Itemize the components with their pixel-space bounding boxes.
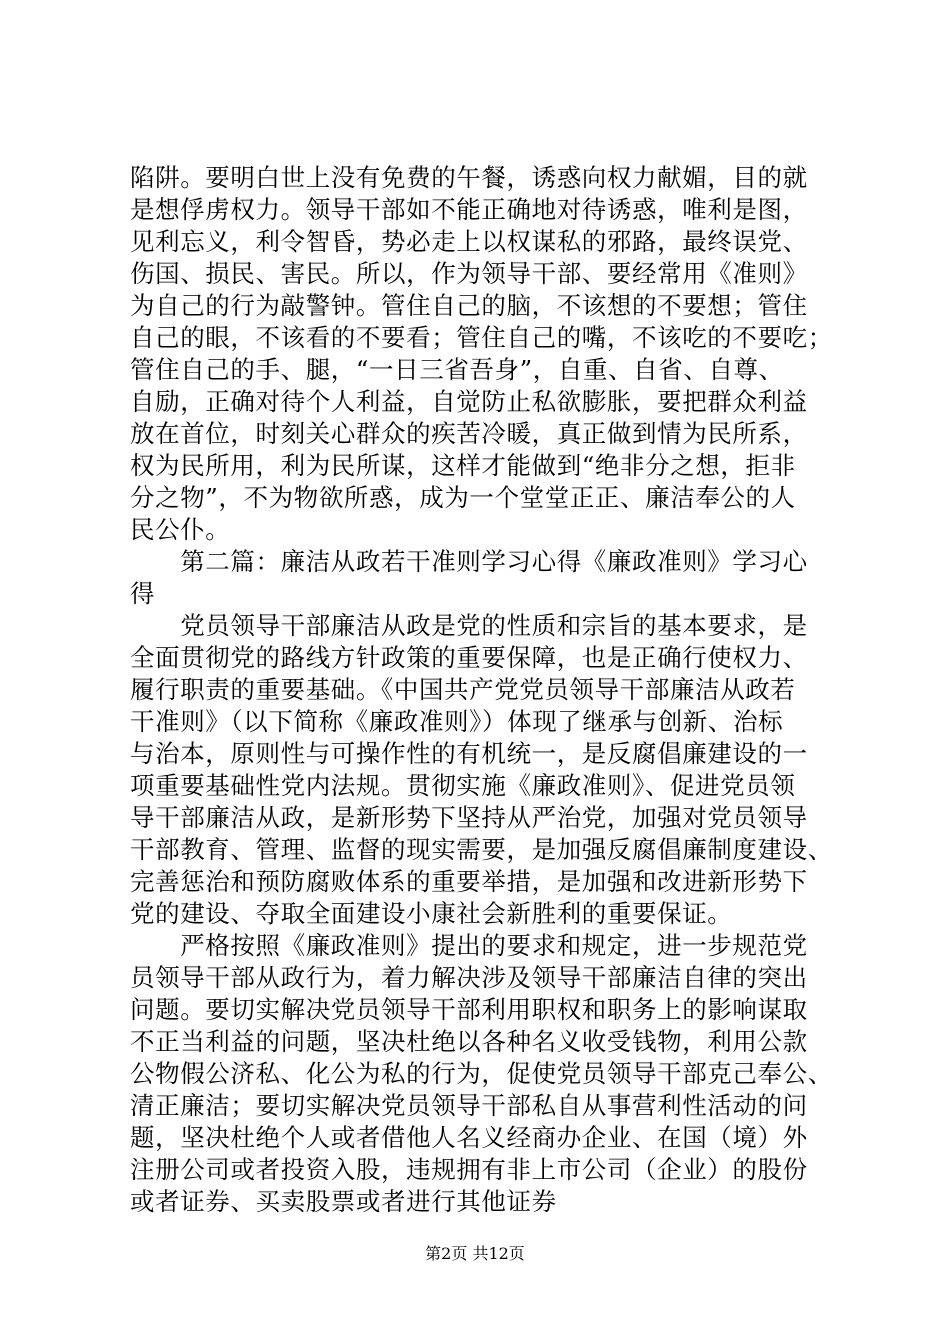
text-line: 党员领导干部廉洁从政是党的性质和宗旨的基本要求，是 [130, 611, 808, 640]
text-line: 管住自己的手、腿，“一日三省吾身”，自重、自省、自尊、 [130, 355, 784, 384]
text-line: 自励，正确对待个人利益，自觉防止私欲膨胀，要把群众利益 [130, 387, 808, 416]
text-line: 严格按照《廉政准则》提出的要求和规定，进一步规范党 [130, 931, 808, 960]
text-line: 是想俘虏权力。领导干部如不能正确地对待诱惑，唯利是图， [130, 195, 808, 224]
text-line: 履行职责的重要基础。《中国共产党党员领导干部廉洁从政若 [130, 675, 796, 704]
text-line: 导干部廉洁从政，是新形势下坚持从严治党，加强对党员领导 [130, 803, 808, 832]
document-body [130, 162, 833, 1218]
text-line: 公物假公济私、化公为私的行为，促使党员领导干部克己奉公、 [130, 1059, 833, 1088]
text-line: 项重要基础性党内法规。贯彻实施《廉政准则》、促进党员领 [130, 771, 796, 800]
text-line: 陷阱。要明白世上没有免费的午餐，诱惑向权力献媚，目的就 [130, 163, 808, 192]
text-line: 干部教育、管理、监督的现实需要，是加强反腐倡廉制度建设、 [130, 835, 833, 864]
section-heading: 第二篇：廉洁从政若干准则学习心得《廉政准则》学习心 [130, 547, 808, 576]
text-line: 民公仆。 [130, 515, 231, 544]
text-line: 全面贯彻党的路线方针政策的重要保障，也是正确行使权力、 [130, 643, 808, 672]
text-line: 注册公司或者投资入股，违规拥有非上市公司（企业）的股份 [130, 1155, 808, 1184]
page-number: 第2页 共12页 [425, 1244, 525, 1263]
text-line: 题，坚决杜绝个人或者借他人名义经商办企业、在国（境）外 [130, 1123, 808, 1152]
text-line: 党的建设、夺取全面建设小康社会新胜利的重要保证。 [130, 899, 733, 928]
text-line: 干准则》（以下简称《廉政准则》）体现了继承与创新、治标 [130, 707, 784, 736]
text-line: 权为民所用，利为民所谋，这样才能做到“绝非分之想，拒非 [130, 451, 796, 480]
text-line: 问题。要切实解决党员领导干部利用职权和职务上的影响谋取 [130, 995, 808, 1024]
text-line: 或者证券、买卖股票或者进行其他证券 [130, 1187, 557, 1216]
text-line: 为自己的行为敲警钟。管住自己的脑，不该想的不要想；管住 [130, 291, 808, 320]
text-line: 员领导干部从政行为，着力解决涉及领导干部廉洁自律的突出 [130, 963, 808, 992]
text-line: 清正廉洁；要切实解决党员领导干部私自从事营利性活动的问 [130, 1091, 808, 1120]
section-heading: 得 [130, 579, 156, 608]
text-line: 不正当利益的问题，坚决杜绝以各种名义收受钱物，利用公款 [130, 1027, 808, 1056]
text-line: 分之物”，不为物欲所惑，成为一个堂堂正正、廉洁奉公的人 [130, 483, 796, 512]
text-line: 放在首位，时刻关心群众的疾苦冷暖，真正做到情为民所系， [130, 419, 808, 448]
text-line: 完善惩治和预防腐败体系的重要举措，是加强和改进新形势下 [130, 867, 808, 896]
text-line: 见利忘义，利令智昏，势必走上以权谋私的邪路，最终误党、 [130, 227, 808, 256]
text-line: 伤国、损民、害民。所以，作为领导干部、要经常用《准则》 [130, 259, 808, 288]
text-line: 自己的眼，不该看的不要看；管住自己的嘴，不该吃的不要吃； [130, 323, 833, 352]
text-line: 与治本，原则性与可操作性的有机统一，是反腐倡廉建设的一 [130, 739, 808, 768]
